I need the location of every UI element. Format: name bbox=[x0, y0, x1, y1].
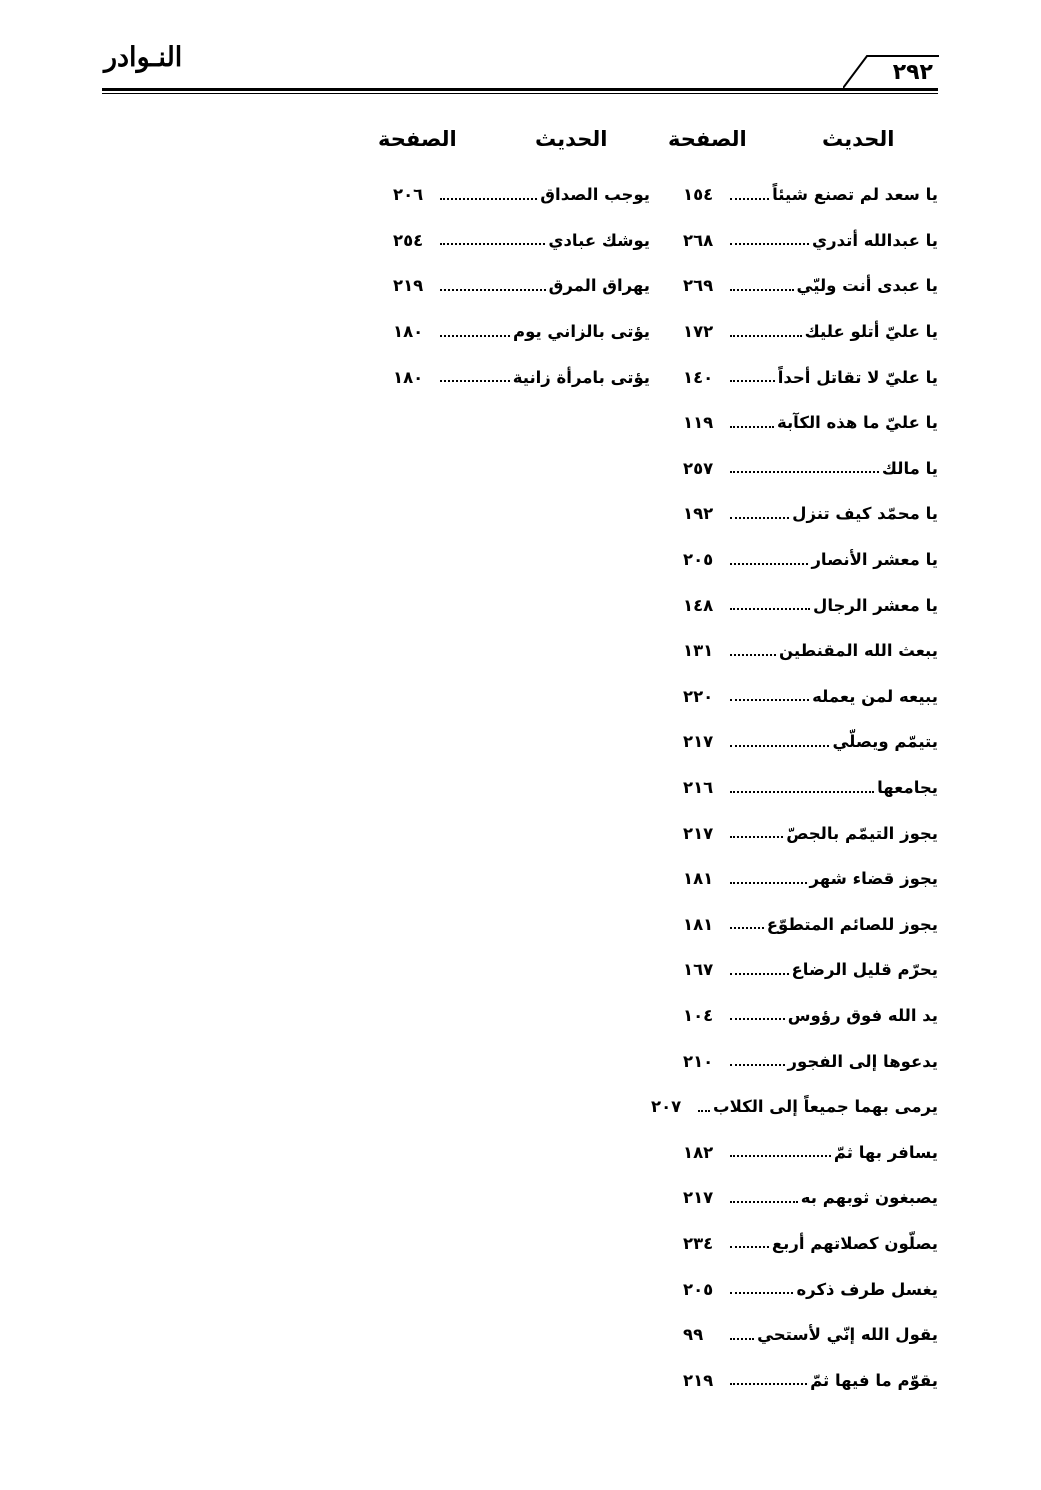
index-entry bbox=[683, 263, 938, 309]
hadith-text: يؤتى بالزاني يوم bbox=[513, 322, 650, 342]
hadith-text: يصلّون كصلاتهم أربع bbox=[771, 1233, 938, 1253]
dot-leader bbox=[730, 471, 879, 473]
page-ref: ٢٥٤ bbox=[393, 230, 424, 250]
page-number-box bbox=[843, 52, 939, 90]
page-ref: ٢٥٧ bbox=[683, 458, 714, 478]
hadith-text: يجوز التيمّم بالجصّ bbox=[786, 823, 938, 843]
dot-leader bbox=[730, 243, 809, 245]
dot-leader bbox=[730, 1018, 785, 1020]
dot-leader bbox=[730, 882, 807, 884]
hadith-text: يجوز قضاء شهر bbox=[809, 869, 938, 889]
page-ref: ١٦٧ bbox=[683, 960, 714, 980]
hadith-text: يغسل طرف ذكره bbox=[796, 1279, 938, 1299]
page-ref: ٢٦٩ bbox=[683, 276, 714, 296]
dot-leader bbox=[730, 1246, 769, 1248]
page-ref: ١٨٠ bbox=[393, 322, 424, 342]
index-entry bbox=[393, 218, 650, 264]
right-index-column bbox=[651, 172, 938, 1403]
page-ref: ٢١٩ bbox=[683, 1370, 714, 1390]
hadith-text: يا عليّ لا تقاتل أحداً bbox=[777, 367, 938, 387]
index-entry bbox=[683, 537, 938, 583]
hadith-text: يوجب الصداق bbox=[540, 185, 650, 205]
page-ref: ٢٣٤ bbox=[683, 1233, 714, 1253]
dot-leader bbox=[698, 1110, 710, 1112]
dot-leader bbox=[730, 335, 802, 337]
page-ref: ١٨١ bbox=[683, 914, 714, 934]
index-entry bbox=[683, 993, 938, 1039]
hadith-text: يقوّم ما فيها ثمّ bbox=[810, 1370, 938, 1390]
page-ref: ٢١٧ bbox=[683, 1188, 714, 1208]
index-entry bbox=[683, 674, 938, 720]
page-ref: ٢١٦ bbox=[683, 778, 714, 798]
dot-leader bbox=[440, 335, 510, 337]
page-ref: ٢١٧ bbox=[683, 823, 714, 843]
page-ref: ٢٠٦ bbox=[393, 185, 424, 205]
index-entry bbox=[683, 628, 938, 674]
page-ref: ١١٩ bbox=[683, 413, 714, 433]
page-number: ٢٩٢ bbox=[892, 60, 933, 85]
dot-leader bbox=[730, 198, 769, 200]
hadith-text: يبيعه لمن يعمله bbox=[812, 686, 938, 706]
header-rule-thin bbox=[102, 93, 938, 94]
index-entry bbox=[683, 446, 938, 492]
index-entry bbox=[683, 810, 938, 856]
page-ref: ٢١٧ bbox=[683, 732, 714, 752]
hadith-text: يا عليّ ما هذه الكآبة bbox=[776, 413, 938, 433]
dot-leader bbox=[730, 699, 809, 701]
index-entry bbox=[393, 354, 650, 400]
book-title: النـوادر bbox=[104, 42, 183, 73]
dot-leader bbox=[730, 1155, 831, 1157]
index-entry bbox=[683, 1175, 938, 1221]
hadith-text: يد الله فوق رؤوس bbox=[787, 1005, 938, 1025]
hadith-text: يا مالك bbox=[881, 458, 938, 478]
dot-leader bbox=[730, 1383, 807, 1385]
dot-leader bbox=[730, 517, 789, 519]
right-col-hadith-header: الحديث bbox=[822, 127, 895, 151]
page-ref: ١٣١ bbox=[683, 641, 714, 661]
index-entry bbox=[683, 172, 938, 218]
hadith-text: يبعث الله المقنطين bbox=[779, 641, 938, 661]
left-col-hadith-header: الحديث bbox=[535, 127, 608, 151]
page-ref: ١٧٢ bbox=[683, 322, 714, 342]
dot-leader bbox=[730, 1064, 785, 1066]
page-header bbox=[0, 0, 1041, 110]
hadith-text: يقول الله إنّي لأستحي bbox=[757, 1325, 938, 1345]
dot-leader bbox=[730, 289, 794, 291]
page-ref: ١٥٤ bbox=[683, 185, 714, 205]
hadith-text: يتيمّم ويصلّي bbox=[832, 732, 938, 752]
page-ref: ١٨١ bbox=[683, 869, 714, 889]
dot-leader bbox=[440, 198, 537, 200]
index-entry bbox=[683, 1357, 938, 1403]
dot-leader bbox=[730, 973, 789, 975]
page-ref: ١٨٠ bbox=[393, 367, 424, 387]
index-entry bbox=[393, 263, 650, 309]
hadith-text: يا سعد لم تصنع شيئاً bbox=[772, 185, 938, 205]
dot-leader bbox=[440, 380, 510, 382]
page-ref: ٩٩ bbox=[683, 1325, 704, 1345]
index-entry bbox=[683, 947, 938, 993]
index-entry bbox=[683, 491, 938, 537]
index-entry bbox=[683, 1266, 938, 1312]
page-ref: ٢٢٠ bbox=[683, 686, 714, 706]
index-entry bbox=[683, 400, 938, 446]
hadith-text: يسافر بها ثمّ bbox=[833, 1142, 938, 1162]
index-entry bbox=[683, 582, 938, 628]
dot-leader bbox=[730, 791, 874, 793]
dot-leader bbox=[730, 1338, 754, 1340]
hadith-text: يهراق المرق bbox=[548, 276, 650, 296]
page-ref: ٢٠٧ bbox=[651, 1097, 682, 1117]
left-index-column bbox=[393, 172, 650, 400]
index-entry bbox=[683, 309, 938, 355]
dot-leader bbox=[440, 289, 546, 291]
index-entry bbox=[393, 309, 650, 355]
index-entry bbox=[683, 1129, 938, 1175]
page-ref: ٢١٠ bbox=[683, 1051, 714, 1071]
page-ref: ١٤٨ bbox=[683, 595, 714, 615]
index-entry bbox=[683, 719, 938, 765]
dot-leader bbox=[730, 563, 808, 565]
dot-leader bbox=[730, 836, 783, 838]
hadith-text: يدعوها إلى الفجور bbox=[787, 1051, 938, 1071]
page-ref: ٢٠٥ bbox=[683, 1279, 714, 1299]
index-entry bbox=[683, 1038, 938, 1084]
index-entry bbox=[393, 172, 650, 218]
hadith-text: يا محمّد كيف تنزل bbox=[792, 504, 938, 524]
index-entry bbox=[683, 902, 938, 948]
right-col-page-header: الصفحة bbox=[668, 127, 747, 151]
page-ref: ٢٦٨ bbox=[683, 230, 714, 250]
index-entry bbox=[683, 1312, 938, 1358]
dot-leader bbox=[440, 243, 545, 245]
dot-leader bbox=[730, 380, 775, 382]
page-ref: ١٠٤ bbox=[683, 1005, 714, 1025]
index-entry bbox=[683, 856, 938, 902]
hadith-text: يوشك عبادي bbox=[548, 230, 650, 250]
hadith-text: يجامعها bbox=[877, 778, 938, 798]
dot-leader bbox=[730, 927, 764, 929]
page-ref: ٢١٩ bbox=[393, 276, 424, 296]
page-ref: ١٩٢ bbox=[683, 504, 714, 524]
hadith-text: يا عبدى أنت وليّي bbox=[796, 276, 938, 296]
dot-leader bbox=[730, 426, 774, 428]
index-entry bbox=[683, 354, 938, 400]
index-entry bbox=[683, 765, 938, 811]
hadith-text: يحرّم قليل الرضاع bbox=[791, 960, 938, 980]
dot-leader bbox=[730, 1201, 798, 1203]
index-entry bbox=[683, 1221, 938, 1267]
hadith-text: يجوز للصائم المتطوّع bbox=[766, 914, 938, 934]
hadith-text: يؤتى بامرأة زانية bbox=[512, 367, 650, 387]
dot-leader bbox=[730, 654, 776, 656]
page-ref: ١٨٢ bbox=[683, 1142, 714, 1162]
hadith-text: يا معشر الأنصار bbox=[811, 550, 938, 570]
hadith-text: يا معشر الرجال bbox=[813, 595, 938, 615]
hadith-text: يرمى بهما جميعاً إلى الكلاب bbox=[713, 1097, 938, 1117]
header-rule-thick bbox=[102, 88, 938, 91]
dot-leader bbox=[730, 1292, 793, 1294]
page-ref: ١٤٠ bbox=[683, 367, 714, 387]
hadith-text: يصبغون ثوبهم به bbox=[800, 1188, 938, 1208]
left-col-page-header: الصفحة bbox=[378, 127, 457, 151]
hadith-text: يا عليّ أتلو عليك bbox=[804, 322, 938, 342]
page-ref: ٢٠٥ bbox=[683, 550, 714, 570]
hadith-text: يا عبدالله أتدري bbox=[811, 230, 938, 250]
index-entry bbox=[651, 1084, 938, 1130]
index-entry bbox=[683, 218, 938, 264]
dot-leader bbox=[730, 745, 829, 747]
dot-leader bbox=[730, 608, 810, 610]
